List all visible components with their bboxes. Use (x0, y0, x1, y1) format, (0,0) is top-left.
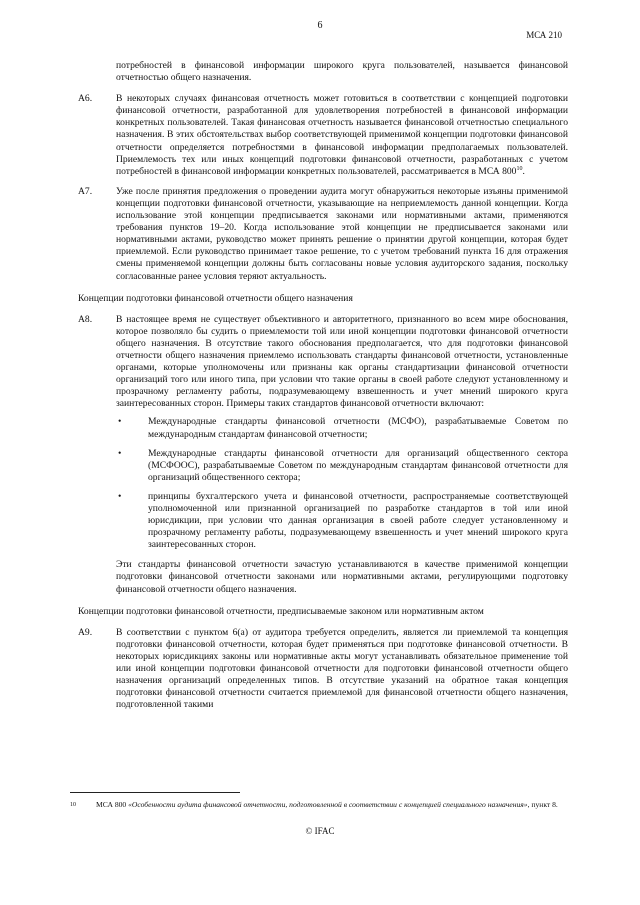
page-number: 6 (317, 20, 323, 31)
copyright-notice: © IFAC (305, 826, 335, 836)
paragraph-text: В некоторых случаях финансовая отчетность может готовиться в соответствии с концепцией подготовки финансовой отчетности, разработанной для удовлетворения потребностей в финансовой информации конкретных пользователей. Такая финансовая отчетность называется финансовой отчетностью специального назначения. В этих обстоятельствах выбор соответствующей применимой концепции подготовки финансовой отчетности определяется потребностями в финансовой информации предполагаемых пользователей. Приемлемость тех или иных концепций подготовки финансовой отчетности, разработанных с учетом потребностей в финансовой информации конкретных пользователей, рассматривается в МСА $800^{10}$. (116, 93, 568, 177)
footnote-divider (70, 792, 240, 793)
bullet-icon: • (118, 416, 122, 428)
paragraph-a9 (78, 627, 568, 712)
section-heading: Концепции подготовки финансовой отчетности, предписываемые законом или нормативным актом (78, 605, 484, 617)
paragraph-a8 (78, 314, 568, 596)
list-item: • Международные стандарты финансовой отчетности (МСФО), разрабатываемые Советом по международным стандартам финансовой отчетности; (118, 416, 568, 440)
paragraph-body (116, 314, 568, 596)
footnote-mark: 10 (70, 802, 76, 808)
footnote (70, 800, 568, 810)
document-code: МСА 210 (526, 30, 562, 40)
section-heading: Концепции подготовки финансовой отчетности общего назначения (78, 292, 353, 304)
paragraph-text: В настоящее время не существует объективного и авторитетного, признанного во всем мире обоснования, которое позволяло бы судить о приемлемости той или иной концепции подготовки финансовой отчетности общего назначения. В отсутствие такого обоснования предполагается, что для подготовки финансовой отчетности общего назначения приемлемо использовать стандарты финансовой отчетности, установленные органами, которые уполномочены или признаны как органы стандартизации финансовой отчетности организаций того или иного типа, при условии что такие органы в своей работе следуют установленному и прозрачному регламенту работы, подразумевающему взвешенность и учет мнений широкого круга заинтересованных сторон. Примеры таких стандартов финансовой отчетности включают: (116, 313, 568, 410)
footnote-title: «Особенности аудита финансовой отчетности, подготовленной в соответствии с концепцией специального назначения» (128, 800, 528, 809)
paragraph-text: Эти стандарты финансовой отчетности зачастую устанавливаются в качестве применимой концепции подготовки финансовой отчетности законами или нормативными актами, регулирующими подготовку финансовой отчетности общего назначения. (116, 559, 568, 595)
paragraph-number: A8. (78, 313, 93, 325)
paragraph-number: A6. (78, 93, 93, 105)
list-item: • принципы бухгалтерского учета и финансовой отчетности, распространяемые соответствующей уполномоченной или признанной организацией по разработке стандартов в той или иной юрисдикции, при условии что данная организация в своей работе следует установленному и прозрачному регламенту работы, подразумевающему взвешенность и учет мнений широкого круга заинтересованных сторон. (118, 490, 568, 551)
page-content (78, 60, 568, 719)
continued-paragraph: потребностей в финансовой информации широкого круга пользователей, называется финансовой отчетностью общего назначения. (116, 60, 568, 84)
paragraph-number: A7. (78, 185, 93, 197)
list-item: • Международные стандарты финансовой отчетности для организаций общественного сектора (МСФООС), разрабатываемые Советом по международным стандартам финансовой отчетности для организаций общественного сектора; (118, 447, 568, 483)
paragraph-text: В соответствии с пунктом 6(a) от аудитора требуется определить, является ли приемлемой та концепция подготовки финансовой отчетности, которая будет применяться при подготовке финансовой отчетности. В некоторых юрисдикциях законы или нормативные акты могут устанавливать обязательное применение той или иной концепции подготовки финансовой отчетности для подготовки финансовой отчетности общего назначения организаций определенных типов. В отсутствие указаний на обратное такая концепция подготовки финансовой отчетности считается приемлемой для финансовой отчетности общего назначения, подготовленной такими (116, 626, 568, 711)
footnote-reference[interactable]: 10 (516, 165, 523, 172)
bullet-list (116, 416, 568, 551)
bullet-icon: • (118, 490, 122, 502)
paragraph-a6 (78, 93, 568, 178)
bullet-icon: • (118, 447, 122, 459)
paragraph-a7 (78, 186, 568, 283)
paragraph-number: A9. (78, 626, 93, 638)
paragraph-text: Уже после принятия предложения о проведении аудита могут обнаружиться некоторые изъяны применимой концепции подготовки финансовой отчетности, указывающие на неприемлемость данной концепции. Когда использование этой концепции предписывается законами или нормативными актами, применяются требования пунктов 19–20. Когда использование этой концепции не предписывается законами или нормативными актами, руководство может принять решение о принятии другой концепции, которая будет приемлемой. Если руководство принимает такое решение, то с учетом требований пункта 16 для отражения смены применяемой концепции должны быть согласованы новые условия аудиторского задания, поскольку согласованные ранее условия теряют актуальность. (116, 185, 568, 282)
footnote-text: МСА 800 «Особенности аудита финансовой отчетности, подготовленной в соответствии с концепцией специального назначения», пункт 8. (96, 800, 558, 809)
